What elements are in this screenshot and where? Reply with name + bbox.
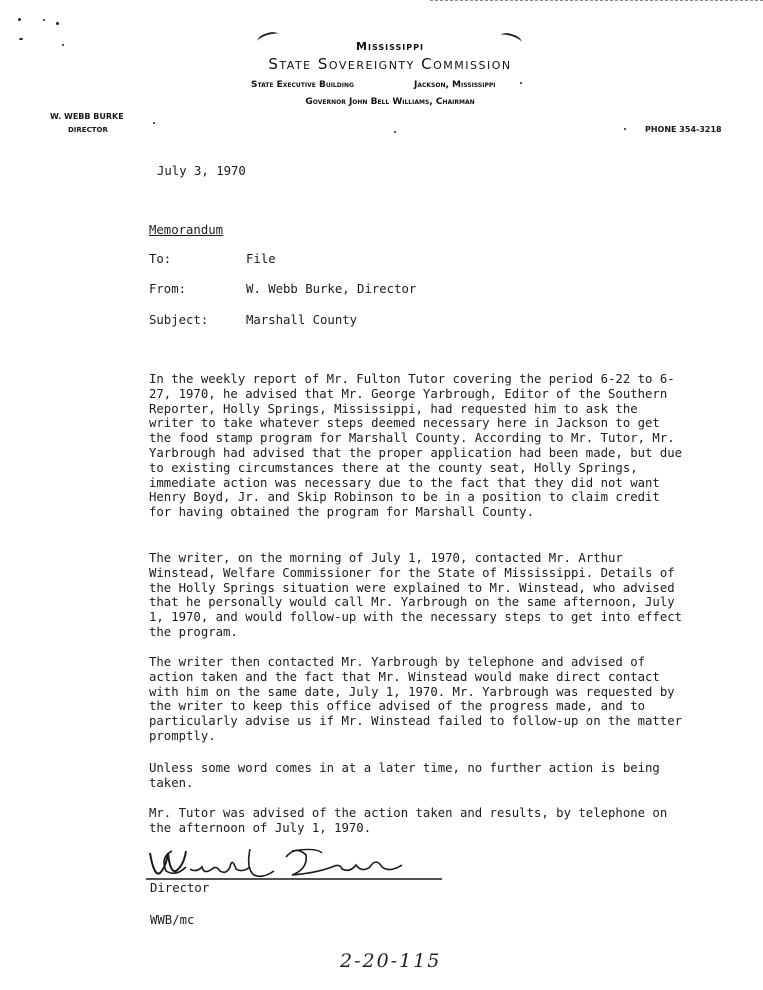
body-paragraph-4: Unless some word comes in at a later time, no further action is being taken.: [149, 761, 660, 790]
top-edge-rule: [430, 0, 763, 1]
letterhead-commission: State Sovereignty Commission: [268, 55, 512, 73]
body-paragraph-1: In the weekly report of Mr. Fulton Tutor covering the period 6-22 to 6-27, 1970, he advised that Mr. George Yarbrough, Editor of the Southern Reporter, Holly Springs, Mississippi, had requested him to ask the writer to take whatever steps deemed necessary here in Jackson to get the food stamp program for Marshall County. According to Mr. Tutor, Mr. Yarbrough had advised that the proper application had been made, but due to existing circumstances there at the county seat, Holly Springs, immediate action was necessary due to the fact that they did not want Henry Boyd, Jr. and Skip Robinson to be in a position to claim credit for having obtained the program for Marshall County.: [149, 372, 683, 520]
subject-label: Subject:: [149, 313, 209, 327]
memo-date: July 3, 1970: [157, 164, 246, 178]
to-label: To:: [149, 252, 172, 266]
letterhead-phone: PHONE 354-3218: [645, 125, 722, 134]
handwritten-file-number: 2-20-115: [340, 950, 442, 972]
typist-initials: WWB/mc: [150, 913, 195, 927]
speck: [153, 122, 155, 124]
speck: [56, 22, 59, 25]
memo-heading: Memorandum: [149, 223, 224, 237]
from-value: W. Webb Burke, Director: [246, 282, 417, 296]
body-paragraph-5: Mr. Tutor was advised of the action taken and results, by telephone on the afternoon of July 1, 1970.: [149, 806, 668, 835]
speck: [624, 128, 626, 130]
to-value: File: [246, 252, 276, 266]
letterhead-city: Jackson, Mississippi: [414, 80, 496, 90]
speck: [43, 19, 45, 21]
letterhead-director-title: DIRECTOR: [68, 126, 108, 134]
signer-title: Director: [150, 881, 210, 895]
speck: [394, 131, 396, 133]
letterhead-building: State Executive Building: [251, 80, 354, 90]
from-label: From:: [149, 282, 187, 296]
letterhead-director-name: W. WEBB BURKE: [50, 112, 124, 121]
subject-value: Marshall County: [246, 313, 358, 327]
speck: [18, 18, 21, 21]
letterhead-governor: Governor John Bell Williams, Chairman: [305, 97, 475, 107]
speck: [520, 82, 522, 84]
body-paragraph-2: The writer, on the morning of July 1, 1970, contacted Mr. Arthur Winstead, Welfare Commissioner for the State of Mississippi. Details of the Holly Springs situation were explained to Mr. Winstead, who advised that he personally would call Mr. Yarbrough on the same afternoon, July 1, 1970, and would follow-up with the necessary steps to get into effect the program.: [149, 551, 683, 639]
letterhead-state: Mississippi: [356, 40, 424, 53]
body-paragraph-3: The writer then contacted Mr. Yarbrough by telephone and advised of action taken and the fact that Mr. Winstead would make direct contact with him on the same date, July 1, 1970. Mr. Yarbrough was requested by the writer to keep this office advised of the progress made, and to particularly advise us if Mr. Winstead failed to follow-up on the matter promptly.: [149, 655, 683, 743]
